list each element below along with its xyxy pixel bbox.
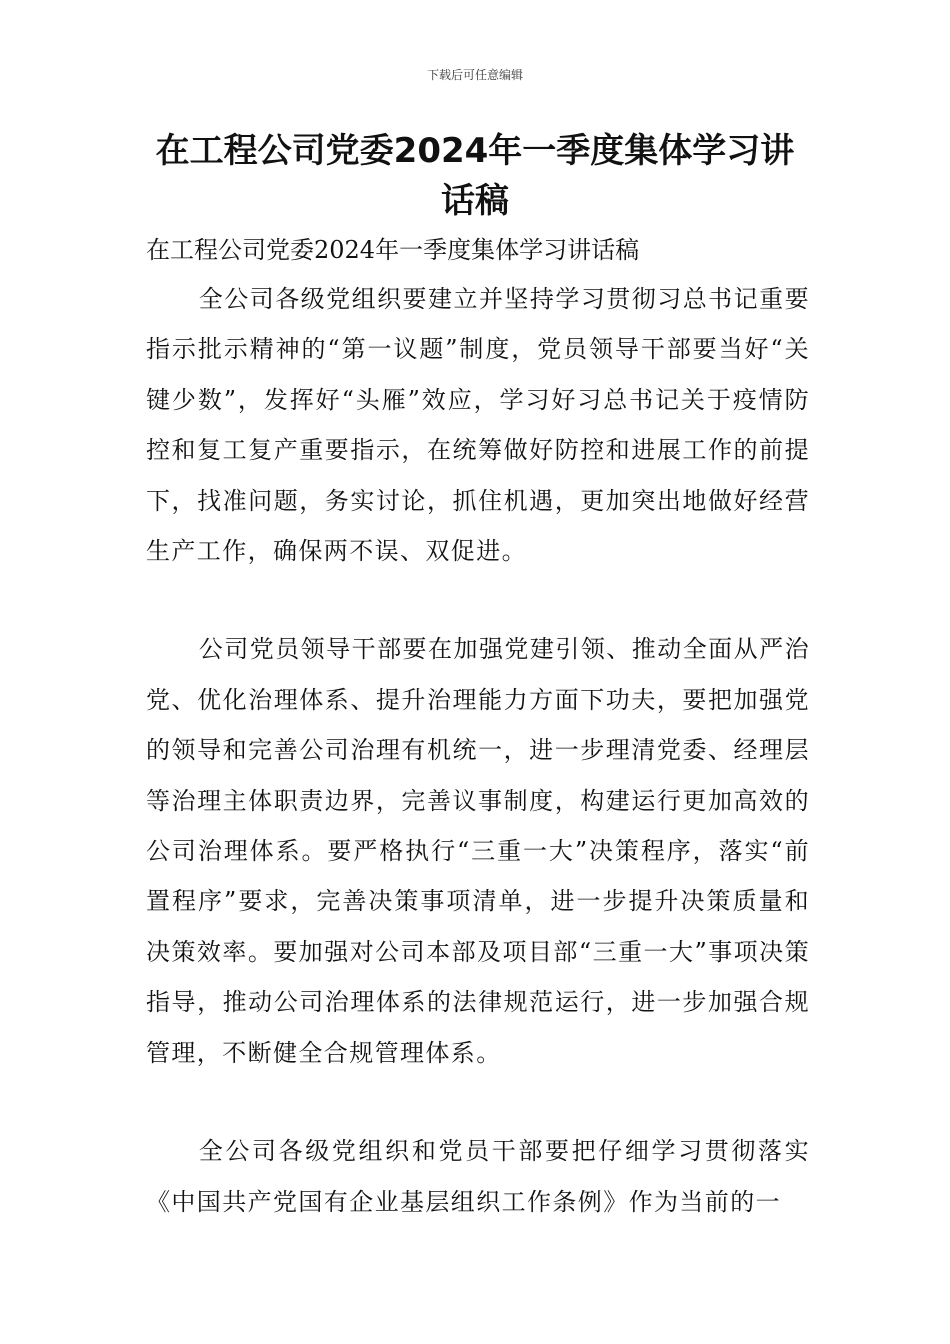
document-body bbox=[146, 226, 810, 1227]
document-subtitle: 在工程公司党委2024年一季度集体学习讲话稿 bbox=[146, 236, 640, 264]
header-note: 下载后可任意编辑 bbox=[426, 68, 523, 82]
paragraph-gap bbox=[146, 1078, 810, 1126]
paragraph-gap bbox=[146, 576, 810, 624]
paragraph-3: 全公司各级党组织和党员干部要把仔细学习贯彻落实《中国共产党国有企业基层组织工作条例》作为当前的一 bbox=[146, 1137, 810, 1216]
paragraph-2: 公司党员领导干部要在加强党建引领、推动全面从严治党、优化治理体系、提升治理能力方面下功夫，要把加强党的领导和完善公司治理有机统一，进一步理清党委、经理层等治理主体职责边界，完善议事制度，构建运行更加高效的公司治理体系。要严格执行“三重一大”决策程序，落实“前置程序”要求，完善决策事项清单，进一步提升决策质量和决策效率。要加强对公司本部及项目部“三重一大”事项决策指导，推动公司治理体系的法律规范运行，进一步加强合规管理，不断健全合规管理体系。 bbox=[146, 635, 810, 1067]
document-title: 在工程公司党委2024年一季度集体学习讲话稿 bbox=[155, 131, 795, 221]
paragraph-1: 全公司各级党组织要建立并坚持学习贯彻习总书记重要指示批示精神的“第一议题”制度，党员领导干部要当好“关键少数”，发挥好“头雁”效应，学习好习总书记关于疫情防控和复工复产重要指示，在统筹做好防控和进展工作的前提下，找准问题，务实讨论，抓住机遇，更加突出地做好经营生产工作，确保两不误、双促进。 bbox=[146, 285, 810, 566]
